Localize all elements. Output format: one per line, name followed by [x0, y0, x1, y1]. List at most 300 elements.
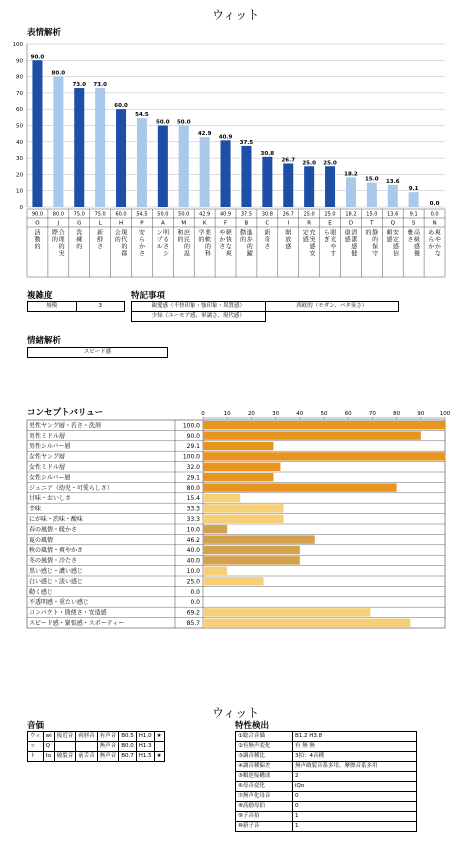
feature-label: ⑦無声化母音: [236, 792, 293, 802]
table-value: 90.0: [31, 211, 44, 218]
category-name-char: な: [434, 250, 441, 258]
category-code: M: [181, 220, 187, 227]
table-value: 18.2: [345, 211, 357, 218]
concept-value-label: 33.3: [186, 505, 200, 513]
data-label: 73.0: [93, 82, 107, 89]
category-name-char: 的: [246, 243, 253, 251]
phoneme-cell: B0.0: [119, 742, 137, 752]
bar: [116, 109, 126, 207]
category-name-char: 定: [393, 236, 400, 244]
category-code: Q: [390, 220, 395, 227]
feature-row: [236, 802, 417, 812]
features-table: [235, 731, 417, 832]
phoneme-cell: H1.3: [136, 742, 154, 752]
phoneme-cell: [54, 742, 76, 752]
category-code: F: [223, 220, 228, 227]
category-code: G: [77, 220, 82, 227]
page-title-top: ウィット: [212, 8, 260, 22]
special-item-1: 親愛感（不快印象・強印象・異質感）: [132, 302, 266, 312]
x-tick-label: 90: [417, 411, 425, 417]
category-name-char: 的: [58, 243, 65, 251]
category-name-char: プ: [156, 236, 163, 244]
bar: [283, 163, 293, 207]
category-name-char: ら: [428, 236, 435, 244]
concept-value-label: 40.0: [186, 557, 200, 565]
y-tick-label: 30: [16, 156, 23, 163]
phoneme-cell: B0.5: [119, 732, 137, 742]
table-value: 75.0: [94, 211, 106, 218]
category-name-char: な: [225, 243, 232, 251]
category-name-char: さ: [97, 243, 104, 251]
complexity-table: [27, 301, 125, 312]
y-tick-label: 50: [16, 123, 23, 130]
category-name-char: か: [138, 243, 145, 251]
phoneme-cell: 無声音: [97, 752, 119, 762]
concept-bar: [203, 525, 227, 533]
category-name-char: 的: [121, 243, 128, 251]
feature-row: [236, 792, 417, 802]
feature-row: [236, 782, 417, 792]
category-name-char: 軟: [204, 236, 211, 244]
bar: [95, 88, 105, 207]
category-name-char: 的: [52, 236, 59, 244]
feature-row: [236, 812, 417, 822]
special-table: [131, 301, 399, 322]
category-code: J: [57, 220, 60, 227]
emotion-heading: 表情解析: [27, 28, 62, 38]
category-name-char: 合: [58, 229, 65, 237]
data-label: 50.0: [156, 119, 170, 126]
category-name-char: 奇: [264, 236, 271, 244]
data-label: 13.6: [385, 178, 400, 185]
category-name-char: か: [434, 243, 441, 251]
special-empty-cell: [265, 312, 399, 322]
category-name-char: 高: [413, 229, 420, 237]
category-name-char: ぎ: [323, 236, 330, 244]
concept-category-label: 女性ヤング層: [29, 453, 65, 461]
category-name-char: 感: [393, 243, 400, 251]
concept-bar: [203, 452, 445, 460]
concept-category-label: スピード感・緊張感・スポーティー: [29, 620, 125, 627]
concept-bar: [203, 483, 397, 491]
feature-value: 有 無 無: [293, 742, 417, 752]
table-value: 13.6: [387, 211, 399, 218]
bar: [409, 192, 419, 207]
phoneme-cell: 有声音: [97, 732, 119, 742]
category-name-char: 感: [351, 243, 358, 251]
concept-value-label: 29.1: [186, 443, 200, 451]
category-name-char: 的: [184, 243, 191, 251]
table-value: 60.0: [115, 211, 127, 218]
category-name-char: 的: [76, 243, 83, 251]
concept-value-label: 0.0: [190, 588, 200, 596]
x-tick-label: 20: [247, 411, 255, 417]
y-tick-label: 20: [16, 172, 23, 179]
category-name-char: 健: [351, 250, 358, 258]
category-name-char: 実: [58, 250, 65, 258]
phoneme-cell: 無声音: [97, 742, 119, 752]
category-name-char: 練: [76, 236, 83, 244]
concept-bar-chart: [0, 400, 463, 660]
category-name-char: ら: [323, 229, 330, 237]
category-name-char: 開: [285, 229, 292, 237]
x-tick-label: 0: [201, 411, 205, 417]
phoneme-cell: 接近音: [54, 732, 76, 742]
category-name-char: 的: [177, 236, 184, 244]
data-label: 42.9: [197, 131, 212, 138]
feature-value: 無声破裂音系多用、摩擦音系多用: [293, 762, 417, 772]
category-name-char: や: [219, 229, 226, 237]
category-name-char: 感: [285, 243, 292, 251]
category-name-char: 都: [121, 250, 128, 258]
data-label: 30.8: [260, 150, 275, 157]
category-code: H: [118, 220, 124, 227]
concept-category-label: 辛味: [29, 505, 42, 513]
concept-category-label: 男性ミドル層: [29, 432, 66, 440]
concept-value-label: 0.0: [190, 599, 200, 607]
concept-value-label: 85.7: [186, 620, 200, 627]
data-label: 26.7: [281, 157, 296, 164]
category-name-char: 放: [285, 236, 292, 244]
concept-category-label: 秋の風情・爽やかさ: [29, 547, 84, 555]
category-code: I: [287, 220, 290, 227]
concept-bar: [203, 421, 445, 429]
concept-value-label: 10.0: [186, 568, 200, 575]
data-label: 73.0: [72, 82, 87, 89]
bar: [325, 166, 335, 207]
category-name-char: 保: [372, 243, 379, 251]
category-name-char: 新: [97, 229, 104, 237]
concept-value-label: 10.0: [186, 526, 200, 534]
category-name-char: 学: [198, 229, 205, 237]
bar: [367, 183, 377, 207]
category-name-char: 優: [413, 250, 420, 258]
category-name-char: か: [219, 236, 226, 244]
complexity-value: 3: [76, 302, 125, 312]
y-tick-label: 100: [12, 42, 23, 48]
concept-category-label: 動く感じ: [29, 588, 54, 596]
concept-value-label: 46.2: [186, 536, 200, 544]
y-tick-label: 70: [16, 90, 23, 97]
x-tick-label: 50: [320, 411, 328, 417]
feature-value: iQo: [293, 782, 417, 792]
category-name-char: 明: [163, 229, 170, 237]
data-label: 54.5: [135, 112, 149, 119]
special-item-2: 西欧的（モダン、バタ臭さ）: [265, 302, 399, 312]
data-label: 25.0: [323, 160, 337, 167]
concept-bar: [203, 608, 370, 616]
concept-category-label: コンパクト・簡便さ・安造感: [29, 609, 107, 617]
category-name-char: さ: [163, 243, 170, 251]
concept-category-label: 夏の風情: [29, 536, 54, 544]
category-name-char: す: [330, 250, 337, 258]
bar: [221, 140, 231, 207]
category-name-char: 庶: [184, 229, 191, 237]
phoneme-cell: to: [43, 752, 54, 762]
bar: [179, 126, 189, 208]
phoneme-cell: ★: [154, 732, 164, 742]
category-name-char: 安: [393, 229, 400, 237]
phoneme-row: [28, 752, 165, 762]
phoneme-cell: H1.5: [136, 752, 154, 762]
x-tick-label: 30: [272, 411, 280, 417]
special-item-3: 少知（ユーモア感、軍調さ、現代感）: [132, 312, 266, 322]
feature-label: ③調音種比: [236, 752, 293, 762]
category-code: O: [35, 220, 40, 227]
phoneme-cell: H1.0: [136, 732, 154, 742]
category-code: C: [265, 220, 270, 227]
category-name-char: 代: [121, 236, 128, 244]
category-name-char: 級: [413, 236, 420, 244]
category-code: T: [370, 220, 374, 227]
data-label: 90.0: [30, 54, 45, 61]
category-name-char: 静: [372, 229, 379, 237]
category-name-char: 会: [114, 229, 121, 237]
concept-value-label: 100.0: [182, 453, 200, 461]
category-name-char: 康: [344, 229, 351, 237]
category-name-char: さ: [407, 236, 414, 244]
category-name-char: さ: [138, 250, 145, 258]
y-tick-label: 80: [16, 74, 23, 81]
feature-value: 0: [293, 802, 417, 812]
phoneme-cell: 両唇音: [76, 732, 98, 742]
y-tick-label: 10: [16, 188, 23, 195]
category-name-char: 安: [309, 250, 316, 258]
table-value: 37.5: [240, 211, 253, 218]
category-name-char: さ: [219, 243, 226, 251]
concept-bar: [203, 431, 421, 439]
phoneme-cell: wi: [43, 732, 54, 742]
bar: [241, 146, 251, 207]
category-name-char: や: [434, 236, 441, 244]
concept-value-label: 90.0: [186, 432, 200, 440]
phoneme-cell: Q: [43, 742, 54, 752]
concept-bar: [203, 473, 273, 481]
category-name-char: 感: [302, 236, 309, 244]
concept-value-label: 25.0: [186, 578, 200, 586]
category-name-char: シ: [163, 250, 170, 258]
concept-bar: [203, 567, 227, 575]
emotion-analysis-heading: 情緒解析: [27, 336, 62, 346]
concept-bar: [203, 577, 264, 585]
concept-value-label: 69.2: [186, 609, 200, 617]
category-code: E: [328, 220, 332, 227]
phoneme-cell: [76, 742, 98, 752]
category-name-char: 潔: [351, 236, 358, 244]
category-name-char: 的: [198, 236, 205, 244]
concept-value-label: 15.4: [186, 495, 200, 503]
category-name-char: 頼: [386, 229, 393, 237]
category-name-char: 快: [225, 236, 232, 244]
category-name-char: 和: [177, 229, 184, 237]
category-name-char: 躍: [246, 250, 253, 258]
table-value: 75.0: [73, 211, 85, 218]
feature-row: [236, 772, 417, 782]
concept-category-label: 黒い感じ・濃い感じ: [29, 568, 84, 575]
feature-row: [236, 732, 417, 742]
data-label: 18.2: [344, 171, 358, 178]
concept-bar: [203, 504, 284, 512]
category-name-char: 温: [184, 250, 191, 258]
concept-category-label: ジュニア（幼児・可愛らしさ）: [29, 484, 113, 492]
category-name-char: 安: [138, 229, 145, 237]
feature-label: ⑨子音拍: [236, 812, 293, 822]
concept-category-label: 春の風情・暖かさ: [29, 526, 78, 534]
x-tick-label: 80: [393, 411, 401, 417]
category-code: D: [348, 220, 354, 227]
category-name-char: 感: [386, 236, 393, 244]
category-name-char: ン: [156, 229, 163, 237]
emotion-bar-chart: [0, 38, 463, 308]
concept-bar: [203, 515, 284, 523]
concept-category-label: 男性ヤング層・若さ・洗剤: [29, 422, 101, 430]
data-label: 50.0: [176, 119, 191, 126]
table-value: 42.9: [199, 211, 211, 218]
category-name-char: 現: [121, 229, 128, 237]
concept-bar: [203, 535, 315, 543]
concept-value-label: 80.0: [186, 484, 200, 492]
phoneme-cell: ッ: [28, 742, 44, 752]
bar: [137, 118, 147, 207]
table-value: 25.0: [324, 211, 336, 218]
concept-bar: [203, 546, 300, 554]
concept-bar: [203, 442, 273, 450]
phoneme-heading: 音価: [27, 721, 45, 731]
category-name-char: 的: [114, 236, 121, 244]
table-value: 54.5: [136, 211, 148, 218]
table-value: 40.9: [219, 211, 232, 218]
category-name-char: 的: [372, 236, 379, 244]
feature-value: 2: [293, 772, 417, 782]
concept-bar: [203, 556, 300, 564]
concept-value-label: 33.3: [186, 516, 200, 523]
bar: [262, 157, 272, 207]
category-name-char: 感: [344, 236, 351, 244]
concept-category-label: 女性ミドル層: [29, 464, 66, 471]
x-tick-label: 70: [368, 411, 376, 417]
table-value: 0.0: [430, 211, 439, 218]
bar: [200, 137, 210, 207]
feature-value: 1: [293, 822, 417, 832]
category-code: N: [432, 220, 437, 227]
category-name-char: 軽: [225, 229, 232, 237]
category-code: B: [244, 220, 249, 227]
phoneme-table: [27, 731, 165, 762]
category-code: A: [160, 220, 165, 227]
category-name-char: 光: [330, 236, 337, 244]
data-label: 9.1: [408, 186, 419, 193]
category-name-char: 科: [204, 250, 211, 258]
x-tick-label: 100: [439, 411, 451, 417]
y-tick-label: 40: [16, 139, 23, 146]
feature-row: [236, 752, 417, 762]
data-label: 40.9: [218, 134, 233, 141]
concept-category-label: 女性シルバー層: [29, 474, 71, 482]
category-name-char: 守: [372, 250, 379, 258]
category-name-char: か: [428, 243, 435, 251]
category-name-char: 民: [184, 236, 191, 244]
concept-value-label: 29.1: [186, 474, 200, 482]
category-name-char: め: [428, 229, 435, 237]
feature-row: [236, 762, 417, 772]
page-title-bottom: ウィット: [212, 706, 260, 720]
x-tick-label: 10: [223, 411, 231, 417]
concept-category-label: 冬の風情・冷たさ: [29, 557, 78, 565]
data-label: 0.0: [429, 201, 440, 207]
phoneme-cell: ウィ: [28, 732, 44, 742]
data-label: 60.0: [114, 103, 128, 110]
feature-value: 3拍：4音種: [293, 752, 417, 762]
bar: [53, 77, 63, 207]
special-heading: 特記事項: [131, 291, 166, 301]
concept-category-label: 白い感じ・淡い感じ: [29, 578, 84, 586]
category-name-char: 動: [34, 236, 41, 244]
phoneme-cell: 前舌音: [76, 752, 98, 762]
category-name-char: 洗: [76, 229, 83, 237]
bar: [346, 177, 356, 207]
category-name-char: 眼: [330, 229, 337, 237]
bar: [32, 60, 42, 207]
table-value: 50.0: [178, 211, 190, 218]
category-name-char: 歩: [246, 236, 253, 244]
concept-value-label: 32.0: [186, 464, 200, 471]
category-name-char: 活: [34, 229, 41, 237]
feature-label: ④調音種偏差: [236, 762, 293, 772]
feature-label: ⑤順逆接構成: [236, 772, 293, 782]
concept-heading: コンセプトバリュー: [27, 408, 104, 418]
category-name-char: 清: [351, 229, 358, 237]
bar: [304, 166, 314, 207]
category-code: K: [202, 220, 207, 227]
phoneme-cell: ト: [28, 752, 44, 762]
y-tick-label: 60: [16, 107, 23, 114]
category-name-char: 感: [413, 243, 420, 251]
category-name-char: さ: [264, 243, 271, 251]
table-value: 15.0: [366, 211, 378, 218]
category-name-char: 的: [204, 243, 211, 251]
phoneme-row: [28, 742, 165, 752]
category-name-char: 信: [393, 250, 400, 258]
feature-label: ①総合音価: [236, 732, 293, 742]
feature-label: ②有無声変化: [236, 742, 293, 752]
feature-label: ⑧高励母拍: [236, 802, 293, 812]
emotion-analysis-value: スピード感: [27, 347, 168, 358]
category-name-char: 定: [302, 229, 309, 237]
category-name-char: 的: [240, 236, 247, 244]
category-name-char: 動: [240, 229, 247, 237]
y-tick-label: 0: [19, 205, 23, 211]
category-name-char: 実: [309, 236, 316, 244]
category-name-char: 的: [365, 229, 372, 237]
category-name-char: 雅: [407, 229, 414, 237]
concept-value-label: 100.0: [182, 422, 200, 430]
bar: [74, 88, 84, 207]
concept-bar: [203, 619, 410, 627]
category-name-char: 爽: [434, 229, 441, 237]
phoneme-cell: [154, 742, 164, 752]
concept-category-label: 男性シルバー層: [29, 443, 71, 451]
category-name-char: 際: [52, 229, 59, 237]
complexity-heading: 複雑度: [27, 291, 53, 301]
category-name-char: 進: [246, 229, 253, 237]
data-label: 37.5: [239, 139, 254, 146]
category-name-char: ら: [138, 236, 145, 244]
feature-value: 1: [293, 812, 417, 822]
x-tick-label: 60: [344, 411, 352, 417]
category-name-char: 新: [264, 229, 271, 237]
category-code: R: [307, 220, 312, 227]
category-name-char: 鮮: [97, 236, 104, 244]
